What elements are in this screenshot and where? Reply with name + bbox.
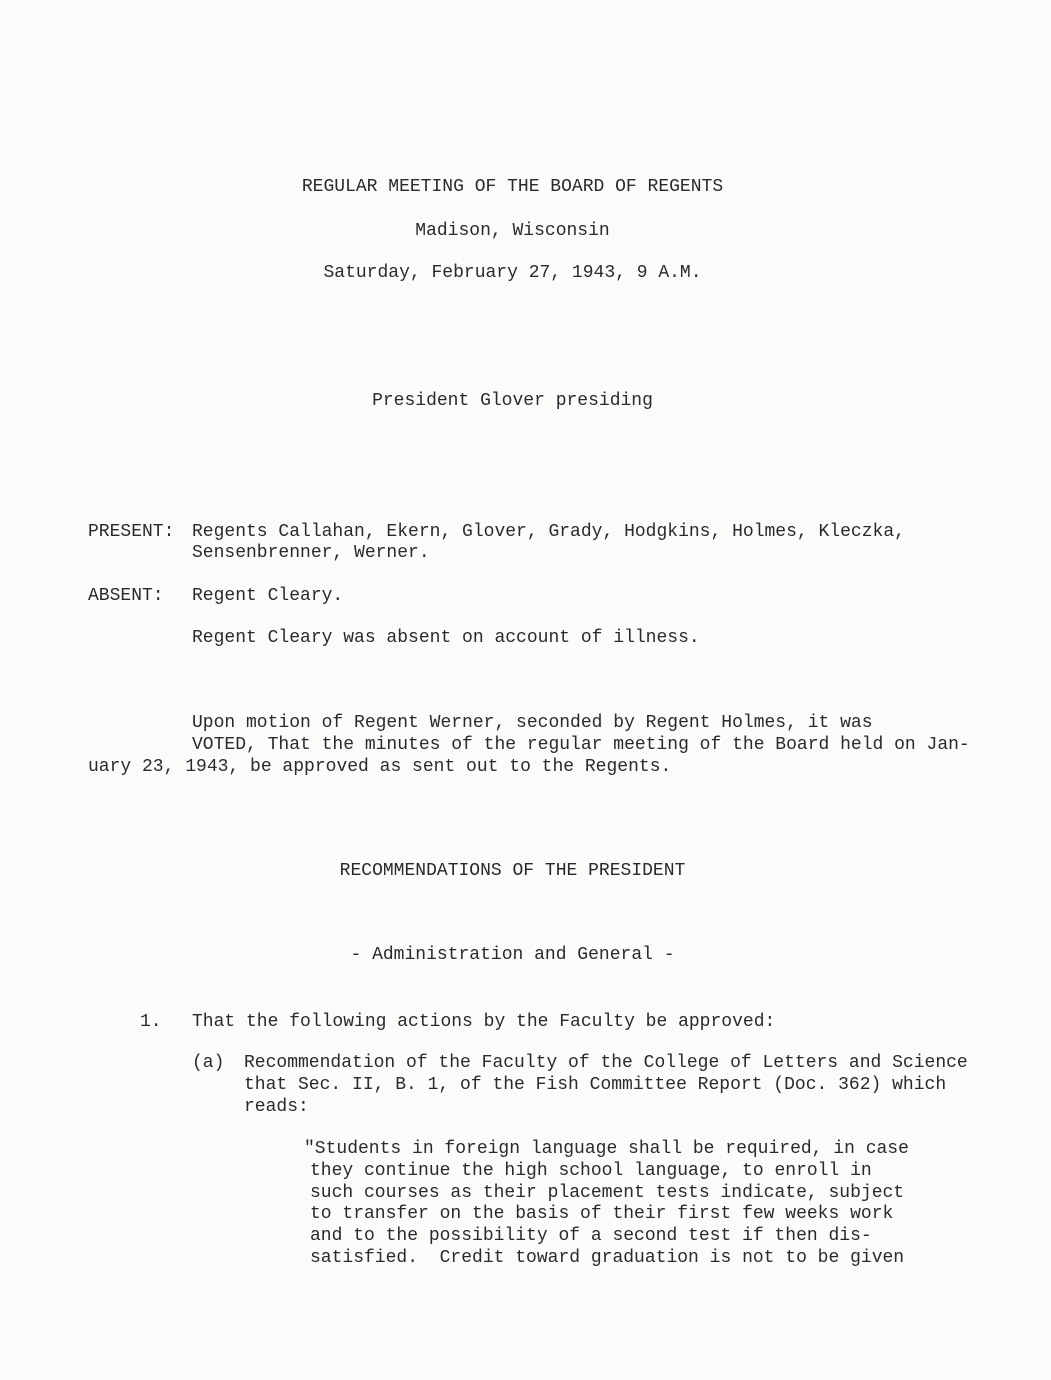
section-heading: RECOMMENDATIONS OF THE PRESIDENT (339, 861, 686, 881)
motion-line1: Upon motion of Regent Werner, seconded by Regent Holmes, it was (192, 713, 873, 733)
motion-line3: uary 23, 1943, be approved as sent out to the Regents. (88, 757, 672, 777)
quote-line5: and to the possibility of a second test if then dis- (310, 1226, 872, 1246)
present-label: PRESENT: (88, 522, 175, 542)
document-title: REGULAR MEETING OF THE BOARD OF REGENTS (301, 177, 724, 197)
item-number: 1. (140, 1012, 162, 1032)
sub-item-label: (a) (192, 1053, 225, 1073)
quote-line6: satisfied. Credit toward graduation is not to be given (310, 1248, 905, 1268)
item-text: That the following actions by the Faculty be approved: (192, 1012, 776, 1032)
presiding-line: President Glover presiding (372, 391, 653, 411)
sub-item-line2: that Sec. II, B. 1, of the Fish Committee Report (Doc. 362) which (244, 1075, 947, 1095)
absent-list: Regent Cleary. (192, 586, 344, 606)
quote-line3: such courses as their placement tests indicate, subject (310, 1183, 905, 1203)
absent-label: ABSENT: (88, 586, 164, 606)
quote-line4: to transfer on the basis of their first few weeks work (310, 1204, 894, 1224)
meeting-date: Saturday, February 27, 1943, 9 A.M. (323, 263, 702, 283)
sub-item-line1: Recommendation of the Faculty of the College of Letters and Science (244, 1053, 968, 1073)
quote-line1: "Students in foreign language shall be required, in case (304, 1139, 909, 1159)
present-list-line1: Regents Callahan, Ekern, Glover, Grady, Hodgkins, Holmes, Kleczka, (192, 522, 905, 542)
sub-item-line3: reads: (244, 1097, 309, 1117)
present-list-line2: Sensenbrenner, Werner. (192, 543, 430, 563)
meeting-location: Madison, Wisconsin (415, 221, 610, 241)
motion-line2: VOTED, That the minutes of the regular meeting of the Board held on Jan- (192, 735, 970, 755)
section-subheading: - Administration and General - (350, 945, 675, 965)
quote-line2: they continue the high school language, to enroll in (310, 1161, 872, 1181)
absent-note: Regent Cleary was absent on account of illness. (192, 628, 700, 648)
